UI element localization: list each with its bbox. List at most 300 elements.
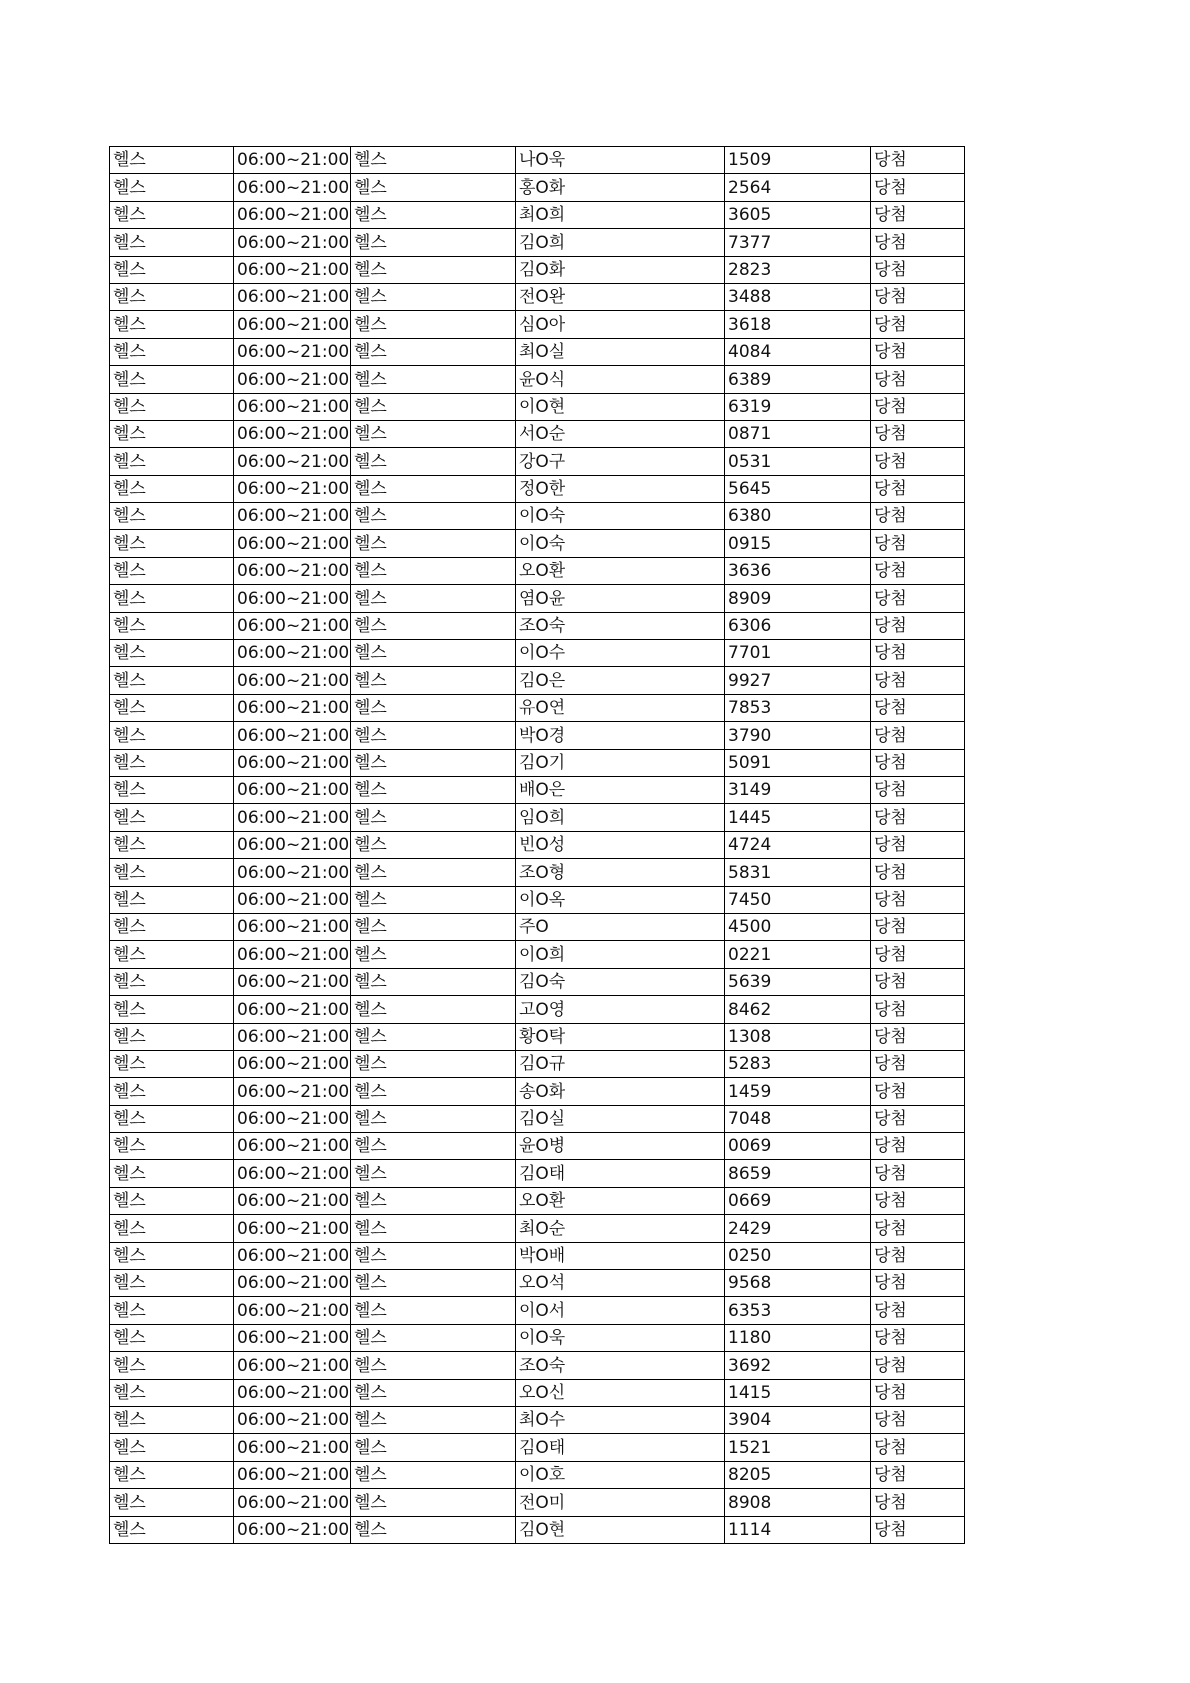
phone-last4-cell: 3692	[725, 1352, 871, 1379]
result-cell: 당첨	[871, 831, 965, 858]
phone-last4-cell: 6380	[725, 503, 871, 530]
table-row	[110, 1050, 965, 1077]
result-cell: 당첨	[871, 722, 965, 749]
program-detail-cell: 헬스	[351, 366, 516, 393]
time-cell: 06:00~21:00	[234, 1516, 351, 1543]
program-cell: 헬스	[110, 612, 234, 639]
table-row	[110, 420, 965, 447]
program-detail-cell: 헬스	[351, 667, 516, 694]
name-cell: 정O한	[516, 475, 725, 502]
time-cell: 06:00~21:00	[234, 968, 351, 995]
program-cell: 헬스	[110, 831, 234, 858]
phone-last4-cell: 1445	[725, 804, 871, 831]
phone-last4-cell: 0221	[725, 941, 871, 968]
phone-last4-cell: 1180	[725, 1324, 871, 1351]
name-cell: 강O구	[516, 448, 725, 475]
name-cell: 염O윤	[516, 585, 725, 612]
phone-last4-cell: 5645	[725, 475, 871, 502]
result-cell: 당첨	[871, 694, 965, 721]
table-row	[110, 1133, 965, 1160]
program-detail-cell: 헬스	[351, 1461, 516, 1488]
table-row	[110, 640, 965, 667]
table-row	[110, 201, 965, 228]
program-cell: 헬스	[110, 420, 234, 447]
program-cell: 헬스	[110, 776, 234, 803]
name-cell: 김O태	[516, 1160, 725, 1187]
phone-last4-cell: 0069	[725, 1133, 871, 1160]
name-cell: 김O기	[516, 749, 725, 776]
phone-last4-cell: 5283	[725, 1050, 871, 1077]
time-cell: 06:00~21:00	[234, 1489, 351, 1516]
time-cell: 06:00~21:00	[234, 420, 351, 447]
time-cell: 06:00~21:00	[234, 201, 351, 228]
program-cell: 헬스	[110, 640, 234, 667]
time-cell: 06:00~21:00	[234, 831, 351, 858]
phone-last4-cell: 3488	[725, 283, 871, 310]
table-row	[110, 1352, 965, 1379]
program-cell: 헬스	[110, 311, 234, 338]
time-cell: 06:00~21:00	[234, 1434, 351, 1461]
result-cell: 당첨	[871, 1324, 965, 1351]
program-detail-cell: 헬스	[351, 1215, 516, 1242]
name-cell: 이O수	[516, 640, 725, 667]
name-cell: 서O순	[516, 420, 725, 447]
time-cell: 06:00~21:00	[234, 1324, 351, 1351]
name-cell: 조O형	[516, 859, 725, 886]
table-row	[110, 229, 965, 256]
table-row	[110, 886, 965, 913]
name-cell: 김O실	[516, 1105, 725, 1132]
table-row	[110, 941, 965, 968]
result-cell: 당첨	[871, 776, 965, 803]
table-row	[110, 503, 965, 530]
result-cell: 당첨	[871, 996, 965, 1023]
result-cell: 당첨	[871, 256, 965, 283]
phone-last4-cell: 6353	[725, 1297, 871, 1324]
time-cell: 06:00~21:00	[234, 1187, 351, 1214]
name-cell: 주O	[516, 913, 725, 940]
program-cell: 헬스	[110, 366, 234, 393]
result-cell: 당첨	[871, 503, 965, 530]
program-cell: 헬스	[110, 1160, 234, 1187]
program-detail-cell: 헬스	[351, 147, 516, 174]
program-cell: 헬스	[110, 1516, 234, 1543]
result-cell: 당첨	[871, 1023, 965, 1050]
table-row	[110, 968, 965, 995]
program-cell: 헬스	[110, 1242, 234, 1269]
name-cell: 김O규	[516, 1050, 725, 1077]
result-cell: 당첨	[871, 366, 965, 393]
program-detail-cell: 헬스	[351, 1406, 516, 1433]
program-cell: 헬스	[110, 1489, 234, 1516]
program-cell: 헬스	[110, 1379, 234, 1406]
result-cell: 당첨	[871, 1050, 965, 1077]
phone-last4-cell: 0250	[725, 1242, 871, 1269]
time-cell: 06:00~21:00	[234, 229, 351, 256]
name-cell: 전O완	[516, 283, 725, 310]
program-cell: 헬스	[110, 694, 234, 721]
time-cell: 06:00~21:00	[234, 1105, 351, 1132]
name-cell: 오O석	[516, 1270, 725, 1297]
program-detail-cell: 헬스	[351, 1516, 516, 1543]
time-cell: 06:00~21:00	[234, 886, 351, 913]
time-cell: 06:00~21:00	[234, 366, 351, 393]
table-row	[110, 475, 965, 502]
name-cell: 이O현	[516, 393, 725, 420]
result-cell: 당첨	[871, 201, 965, 228]
phone-last4-cell: 2564	[725, 174, 871, 201]
result-cell: 당첨	[871, 749, 965, 776]
result-cell: 당첨	[871, 557, 965, 584]
result-cell: 당첨	[871, 1242, 965, 1269]
program-cell: 헬스	[110, 1187, 234, 1214]
time-cell: 06:00~21:00	[234, 530, 351, 557]
phone-last4-cell: 2429	[725, 1215, 871, 1242]
program-detail-cell: 헬스	[351, 1270, 516, 1297]
program-cell: 헬스	[110, 1050, 234, 1077]
result-cell: 당첨	[871, 1434, 965, 1461]
time-cell: 06:00~21:00	[234, 941, 351, 968]
result-cell: 당첨	[871, 1160, 965, 1187]
name-cell: 유O연	[516, 694, 725, 721]
name-cell: 최O희	[516, 201, 725, 228]
time-cell: 06:00~21:00	[234, 1133, 351, 1160]
time-cell: 06:00~21:00	[234, 283, 351, 310]
name-cell: 이O서	[516, 1297, 725, 1324]
table-row	[110, 859, 965, 886]
time-cell: 06:00~21:00	[234, 694, 351, 721]
program-cell: 헬스	[110, 256, 234, 283]
program-cell: 헬스	[110, 886, 234, 913]
name-cell: 고O영	[516, 996, 725, 1023]
result-cell: 당첨	[871, 393, 965, 420]
program-cell: 헬스	[110, 996, 234, 1023]
result-cell: 당첨	[871, 612, 965, 639]
time-cell: 06:00~21:00	[234, 1215, 351, 1242]
table-row	[110, 1078, 965, 1105]
name-cell: 빈O성	[516, 831, 725, 858]
result-cell: 당첨	[871, 229, 965, 256]
program-detail-cell: 헬스	[351, 393, 516, 420]
program-detail-cell: 헬스	[351, 1160, 516, 1187]
table-row	[110, 147, 965, 174]
phone-last4-cell: 8909	[725, 585, 871, 612]
program-detail-cell: 헬스	[351, 1352, 516, 1379]
name-cell: 이O숙	[516, 530, 725, 557]
program-detail-cell: 헬스	[351, 722, 516, 749]
table-row	[110, 1461, 965, 1488]
table-row	[110, 1160, 965, 1187]
program-cell: 헬스	[110, 1434, 234, 1461]
program-cell: 헬스	[110, 859, 234, 886]
phone-last4-cell: 8462	[725, 996, 871, 1023]
phone-last4-cell: 5639	[725, 968, 871, 995]
table-row	[110, 1105, 965, 1132]
time-cell: 06:00~21:00	[234, 311, 351, 338]
result-cell: 당첨	[871, 311, 965, 338]
name-cell: 김O숙	[516, 968, 725, 995]
name-cell: 박O배	[516, 1242, 725, 1269]
program-cell: 헬스	[110, 338, 234, 365]
program-cell: 헬스	[110, 503, 234, 530]
name-cell: 윤O식	[516, 366, 725, 393]
program-detail-cell: 헬스	[351, 640, 516, 667]
program-detail-cell: 헬스	[351, 886, 516, 913]
result-cell: 당첨	[871, 667, 965, 694]
program-detail-cell: 헬스	[351, 174, 516, 201]
time-cell: 06:00~21:00	[234, 1078, 351, 1105]
result-cell: 당첨	[871, 1461, 965, 1488]
table-row	[110, 776, 965, 803]
result-cell: 당첨	[871, 1133, 965, 1160]
program-cell: 헬스	[110, 667, 234, 694]
table-row	[110, 311, 965, 338]
name-cell: 김O은	[516, 667, 725, 694]
table-row	[110, 1187, 965, 1214]
phone-last4-cell: 8205	[725, 1461, 871, 1488]
result-cell: 당첨	[871, 859, 965, 886]
name-cell: 오O환	[516, 1187, 725, 1214]
name-cell: 오O신	[516, 1379, 725, 1406]
time-cell: 06:00~21:00	[234, 1160, 351, 1187]
time-cell: 06:00~21:00	[234, 722, 351, 749]
program-detail-cell: 헬스	[351, 1242, 516, 1269]
program-detail-cell: 헬스	[351, 256, 516, 283]
table-row	[110, 831, 965, 858]
phone-last4-cell: 1521	[725, 1434, 871, 1461]
time-cell: 06:00~21:00	[234, 393, 351, 420]
result-cell: 당첨	[871, 1270, 965, 1297]
name-cell: 황O탁	[516, 1023, 725, 1050]
program-detail-cell: 헬스	[351, 996, 516, 1023]
program-cell: 헬스	[110, 722, 234, 749]
program-cell: 헬스	[110, 393, 234, 420]
time-cell: 06:00~21:00	[234, 996, 351, 1023]
program-cell: 헬스	[110, 1215, 234, 1242]
table-row	[110, 557, 965, 584]
name-cell: 전O미	[516, 1489, 725, 1516]
program-cell: 헬스	[110, 530, 234, 557]
program-detail-cell: 헬스	[351, 941, 516, 968]
time-cell: 06:00~21:00	[234, 913, 351, 940]
time-cell: 06:00~21:00	[234, 776, 351, 803]
result-cell: 당첨	[871, 804, 965, 831]
phone-last4-cell: 8659	[725, 1160, 871, 1187]
name-cell: 김O현	[516, 1516, 725, 1543]
table-row	[110, 1489, 965, 1516]
program-detail-cell: 헬스	[351, 1324, 516, 1351]
program-detail-cell: 헬스	[351, 1023, 516, 1050]
result-cell: 당첨	[871, 1078, 965, 1105]
result-cell: 당첨	[871, 640, 965, 667]
program-detail-cell: 헬스	[351, 968, 516, 995]
result-cell: 당첨	[871, 475, 965, 502]
time-cell: 06:00~21:00	[234, 174, 351, 201]
name-cell: 심O아	[516, 311, 725, 338]
phone-last4-cell: 3790	[725, 722, 871, 749]
table-row	[110, 283, 965, 310]
time-cell: 06:00~21:00	[234, 147, 351, 174]
name-cell: 이O희	[516, 941, 725, 968]
table-row	[110, 174, 965, 201]
result-cell: 당첨	[871, 1406, 965, 1433]
phone-last4-cell: 6389	[725, 366, 871, 393]
phone-last4-cell: 0871	[725, 420, 871, 447]
phone-last4-cell: 5091	[725, 749, 871, 776]
phone-last4-cell: 7701	[725, 640, 871, 667]
time-cell: 06:00~21:00	[234, 557, 351, 584]
result-cell: 당첨	[871, 338, 965, 365]
phone-last4-cell: 1459	[725, 1078, 871, 1105]
program-detail-cell: 헬스	[351, 694, 516, 721]
program-detail-cell: 헬스	[351, 1379, 516, 1406]
name-cell: 박O경	[516, 722, 725, 749]
program-cell: 헬스	[110, 913, 234, 940]
time-cell: 06:00~21:00	[234, 256, 351, 283]
result-cell: 당첨	[871, 585, 965, 612]
time-cell: 06:00~21:00	[234, 338, 351, 365]
phone-last4-cell: 0669	[725, 1187, 871, 1214]
result-cell: 당첨	[871, 1215, 965, 1242]
time-cell: 06:00~21:00	[234, 1050, 351, 1077]
time-cell: 06:00~21:00	[234, 1270, 351, 1297]
program-cell: 헬스	[110, 229, 234, 256]
program-cell: 헬스	[110, 941, 234, 968]
phone-last4-cell: 4724	[725, 831, 871, 858]
time-cell: 06:00~21:00	[234, 640, 351, 667]
phone-last4-cell: 4500	[725, 913, 871, 940]
time-cell: 06:00~21:00	[234, 1406, 351, 1433]
name-cell: 임O희	[516, 804, 725, 831]
name-cell: 이O욱	[516, 1324, 725, 1351]
time-cell: 06:00~21:00	[234, 804, 351, 831]
program-detail-cell: 헬스	[351, 913, 516, 940]
result-cell: 당첨	[871, 1187, 965, 1214]
table-row	[110, 1379, 965, 1406]
program-cell: 헬스	[110, 1297, 234, 1324]
phone-last4-cell: 0531	[725, 448, 871, 475]
program-detail-cell: 헬스	[351, 1297, 516, 1324]
time-cell: 06:00~21:00	[234, 1297, 351, 1324]
program-detail-cell: 헬스	[351, 503, 516, 530]
phone-last4-cell: 3605	[725, 201, 871, 228]
program-cell: 헬스	[110, 174, 234, 201]
program-cell: 헬스	[110, 201, 234, 228]
table-row	[110, 530, 965, 557]
program-detail-cell: 헬스	[351, 1105, 516, 1132]
phone-last4-cell: 3618	[725, 311, 871, 338]
result-cell: 당첨	[871, 968, 965, 995]
table-row	[110, 1023, 965, 1050]
table-row	[110, 667, 965, 694]
program-detail-cell: 헬스	[351, 831, 516, 858]
result-cell: 당첨	[871, 1489, 965, 1516]
program-cell: 헬스	[110, 1078, 234, 1105]
name-cell: 최O수	[516, 1406, 725, 1433]
phone-last4-cell: 4084	[725, 338, 871, 365]
program-detail-cell: 헬스	[351, 1078, 516, 1105]
time-cell: 06:00~21:00	[234, 667, 351, 694]
phone-last4-cell: 7450	[725, 886, 871, 913]
table-row	[110, 338, 965, 365]
program-detail-cell: 헬스	[351, 338, 516, 365]
phone-last4-cell: 9927	[725, 667, 871, 694]
program-cell: 헬스	[110, 1105, 234, 1132]
program-detail-cell: 헬스	[351, 557, 516, 584]
program-cell: 헬스	[110, 475, 234, 502]
result-cell: 당첨	[871, 941, 965, 968]
phone-last4-cell: 3636	[725, 557, 871, 584]
name-cell: 배O은	[516, 776, 725, 803]
phone-last4-cell: 2823	[725, 256, 871, 283]
result-cell: 당첨	[871, 1352, 965, 1379]
program-cell: 헬스	[110, 557, 234, 584]
phone-last4-cell: 7048	[725, 1105, 871, 1132]
program-cell: 헬스	[110, 1270, 234, 1297]
table-row	[110, 585, 965, 612]
name-cell: 나O욱	[516, 147, 725, 174]
program-detail-cell: 헬스	[351, 776, 516, 803]
program-detail-cell: 헬스	[351, 311, 516, 338]
program-detail-cell: 헬스	[351, 749, 516, 776]
result-cell: 당첨	[871, 913, 965, 940]
result-cell: 당첨	[871, 448, 965, 475]
program-detail-cell: 헬스	[351, 229, 516, 256]
phone-last4-cell: 6306	[725, 612, 871, 639]
phone-last4-cell: 1308	[725, 1023, 871, 1050]
program-cell: 헬스	[110, 448, 234, 475]
program-detail-cell: 헬스	[351, 1050, 516, 1077]
program-cell: 헬스	[110, 968, 234, 995]
table-row	[110, 256, 965, 283]
table-row	[110, 1434, 965, 1461]
table-row	[110, 1270, 965, 1297]
name-cell: 이O숙	[516, 503, 725, 530]
phone-last4-cell: 1509	[725, 147, 871, 174]
program-detail-cell: 헬스	[351, 612, 516, 639]
name-cell: 오O환	[516, 557, 725, 584]
result-cell: 당첨	[871, 530, 965, 557]
time-cell: 06:00~21:00	[234, 749, 351, 776]
time-cell: 06:00~21:00	[234, 1379, 351, 1406]
result-cell: 당첨	[871, 147, 965, 174]
time-cell: 06:00~21:00	[234, 1461, 351, 1488]
table-row	[110, 749, 965, 776]
table-row	[110, 612, 965, 639]
table-row	[110, 1324, 965, 1351]
program-detail-cell: 헬스	[351, 420, 516, 447]
time-cell: 06:00~21:00	[234, 859, 351, 886]
time-cell: 06:00~21:00	[234, 1023, 351, 1050]
phone-last4-cell: 1114	[725, 1516, 871, 1543]
program-detail-cell: 헬스	[351, 1489, 516, 1516]
phone-last4-cell: 3149	[725, 776, 871, 803]
name-cell: 김O태	[516, 1434, 725, 1461]
time-cell: 06:00~21:00	[234, 475, 351, 502]
result-cell: 당첨	[871, 283, 965, 310]
name-cell: 최O실	[516, 338, 725, 365]
result-cell: 당첨	[871, 886, 965, 913]
phone-last4-cell: 3904	[725, 1406, 871, 1433]
time-cell: 06:00~21:00	[234, 1242, 351, 1269]
table-row	[110, 366, 965, 393]
table-row	[110, 1242, 965, 1269]
table-row	[110, 1406, 965, 1433]
program-cell: 헬스	[110, 1352, 234, 1379]
time-cell: 06:00~21:00	[234, 1352, 351, 1379]
program-cell: 헬스	[110, 147, 234, 174]
phone-last4-cell: 6319	[725, 393, 871, 420]
